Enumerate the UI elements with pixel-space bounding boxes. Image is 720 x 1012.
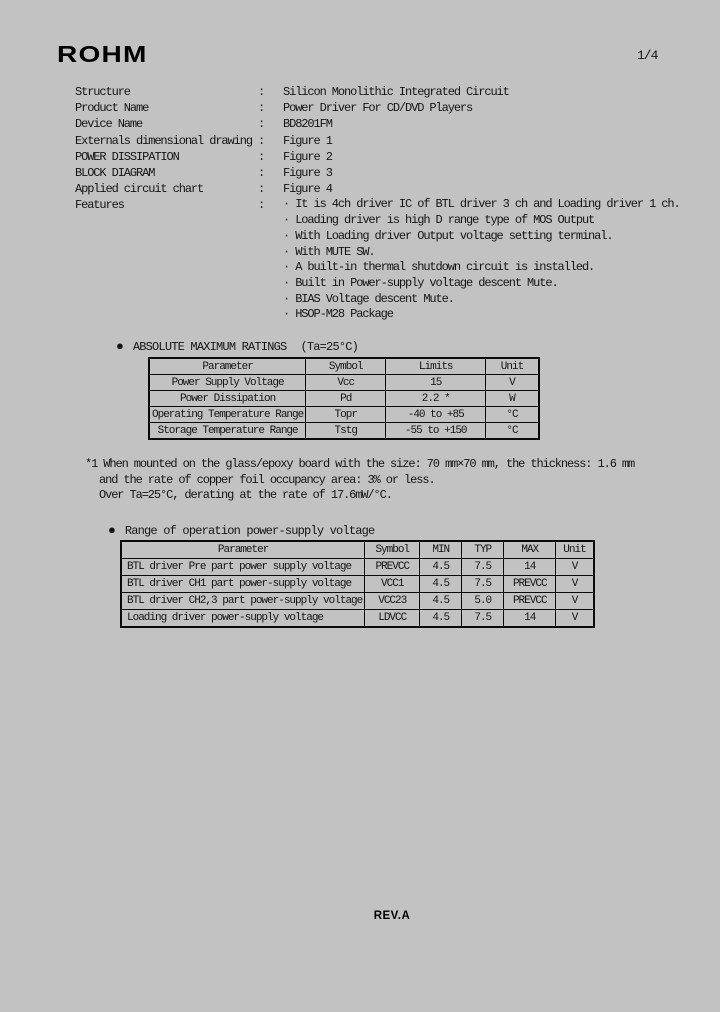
- table-cell: VCC1: [365, 576, 420, 593]
- spec-colon: :: [258, 198, 265, 213]
- spec-row: [75, 116, 680, 132]
- table-cell: Pd: [306, 391, 386, 407]
- table-cell: Vcc: [306, 375, 386, 391]
- table-cell: V: [556, 559, 594, 576]
- column-header: Parameter: [149, 358, 306, 375]
- column-header: Limits: [386, 358, 486, 375]
- spec-row: [75, 100, 680, 116]
- column-header: Unit: [486, 358, 539, 375]
- table-row: [149, 407, 539, 423]
- table-cell: BTL driver Pre part power supply voltage: [121, 559, 365, 576]
- abs-max-condition: (Ta=25°C): [300, 340, 359, 354]
- table-cell: Operating Temperature Range: [149, 407, 306, 423]
- table-cell: °C: [486, 407, 539, 423]
- spec-label: Externals dimensional drawing: [75, 133, 252, 148]
- table-cell: 14: [504, 559, 556, 576]
- column-header: MIN: [420, 541, 462, 559]
- spec-label: Product Name: [75, 101, 149, 116]
- spec-row: [75, 133, 680, 149]
- table-cell: PREVCC: [504, 593, 556, 610]
- feature-item: · Built in Power-supply voltage descent Mute.: [283, 275, 558, 290]
- features-list: [283, 197, 680, 323]
- spec-value: Figure 2: [283, 149, 332, 164]
- column-header: Symbol: [306, 358, 386, 375]
- table-cell: Tstg: [306, 423, 386, 440]
- spec-label: BLOCK DIAGRAM: [75, 166, 155, 181]
- table-row: [121, 610, 594, 628]
- spec-colon: :: [258, 117, 265, 132]
- feature-item: · A built-in thermal shutdown circuit is installed.: [283, 260, 595, 275]
- spec-row-features: [75, 197, 680, 323]
- table-cell: 7.5: [462, 610, 504, 628]
- op-range-table: [120, 540, 595, 628]
- spec-colon: :: [258, 149, 265, 164]
- table-cell: 2.2 *: [386, 391, 486, 407]
- column-header: Symbol: [365, 541, 420, 559]
- footnote-line: *1 When mounted on the glass/epoxy board with the size: 70 mm×70 mm, the thickness: 1.6 mm: [85, 457, 635, 471]
- table-cell: 7.5: [462, 576, 504, 593]
- table-cell: LDVCC: [365, 610, 420, 628]
- table-cell: 7.5: [462, 559, 504, 576]
- spec-value: Figure 4: [283, 182, 332, 197]
- op-range-heading: [108, 523, 374, 538]
- spec-value: Figure 3: [283, 166, 332, 181]
- table-cell: W: [486, 391, 539, 407]
- feature-item: · Loading driver is high D range type of MOS Output: [283, 213, 595, 228]
- spec-label: Applied circuit chart: [75, 182, 204, 197]
- spec-row: [75, 181, 680, 197]
- footnote-line: and the rate of copper foil occupancy area: 3% or less.: [99, 472, 435, 487]
- table-cell: Topr: [306, 407, 386, 423]
- abs-max-table: [148, 357, 540, 440]
- table-cell: 4.5: [420, 610, 462, 628]
- spec-row: [75, 84, 680, 100]
- table-row: [149, 423, 539, 440]
- spec-row: [75, 149, 680, 165]
- table-cell: 15: [386, 375, 486, 391]
- spec-list: [75, 84, 680, 323]
- op-range-title: Range of operation power-supply voltage: [124, 524, 375, 538]
- rohm-logo: ROHM: [57, 41, 148, 67]
- column-header: Parameter: [121, 541, 365, 559]
- spec-colon: :: [258, 182, 265, 197]
- spec-colon: :: [258, 101, 265, 116]
- table-cell: -55 to +150: [386, 423, 486, 440]
- abs-max-title: ABSOLUTE MAXIMUM RATINGS: [132, 340, 287, 354]
- table-cell: VCC23: [365, 593, 420, 610]
- table-row: [149, 375, 539, 391]
- spec-value: BD8201FM: [283, 117, 332, 132]
- spec-label: Features: [75, 198, 124, 213]
- footnote-line: Over Ta=25°C, derating at the rate of 17.6mW/°C.: [99, 488, 392, 503]
- spec-value: Power Driver For CD/DVD Players: [283, 101, 473, 116]
- table-cell: 14: [504, 610, 556, 628]
- spec-colon: :: [258, 85, 265, 99]
- table-cell: V: [486, 375, 539, 391]
- table-cell: 4.5: [420, 576, 462, 593]
- table-cell: V: [556, 593, 594, 610]
- bullet-icon: ●: [108, 523, 116, 538]
- spec-colon: :: [258, 133, 265, 148]
- feature-item: · With Loading driver Output voltage setting terminal.: [283, 228, 613, 243]
- spec-label: Structure: [75, 85, 130, 99]
- table-cell: Storage Temperature Range: [149, 423, 306, 440]
- spec-label: POWER DISSIPATION: [75, 149, 179, 164]
- feature-item: · It is 4ch driver IC of BTL driver 3 ch and Loading driver 1 ch.: [283, 197, 680, 212]
- column-header: MAX: [504, 541, 556, 559]
- feature-item: · BIAS Voltage descent Mute.: [283, 291, 454, 306]
- spec-row: [75, 165, 680, 181]
- table-cell: V: [556, 576, 594, 593]
- column-header: TYP: [462, 541, 504, 559]
- spec-value: Silicon Monolithic Integrated Circuit: [283, 85, 509, 99]
- spec-value: Figure 1: [283, 133, 332, 148]
- table-cell: V: [556, 610, 594, 628]
- feature-item: · HSOP-M28 Package: [283, 307, 393, 322]
- bullet-icon: ●: [116, 339, 124, 354]
- table-cell: BTL driver CH1 part power-supply voltage: [121, 576, 365, 593]
- table-cell: Loading driver power-supply voltage: [121, 610, 365, 628]
- footnote: [85, 457, 634, 504]
- spec-colon: :: [258, 166, 265, 181]
- table-cell: Power Dissipation: [149, 391, 306, 407]
- column-header: Unit: [556, 541, 594, 559]
- table-cell: BTL driver CH2,3 part power-supply voltage: [121, 593, 365, 610]
- feature-item: · With MUTE SW.: [283, 244, 375, 259]
- abs-max-heading: [116, 339, 358, 354]
- table-cell: °C: [486, 423, 539, 440]
- table-row: [121, 576, 594, 593]
- page-number: 1/4: [637, 48, 658, 63]
- table-cell: 5.0: [462, 593, 504, 610]
- table-cell: -40 to +85: [386, 407, 486, 423]
- table-cell: 4.5: [420, 593, 462, 610]
- table-row: [121, 593, 594, 610]
- spec-label: Device Name: [75, 117, 143, 132]
- table-row: [121, 559, 594, 576]
- table-header-row: [121, 541, 594, 559]
- table-cell: PREVCC: [504, 576, 556, 593]
- table-row: [149, 391, 539, 407]
- table-cell: PREVCC: [365, 559, 420, 576]
- table-cell: 4.5: [420, 559, 462, 576]
- revision-label: REV.A: [373, 910, 411, 922]
- table-cell: Power Supply Voltage: [149, 375, 306, 391]
- table-header-row: [149, 358, 539, 375]
